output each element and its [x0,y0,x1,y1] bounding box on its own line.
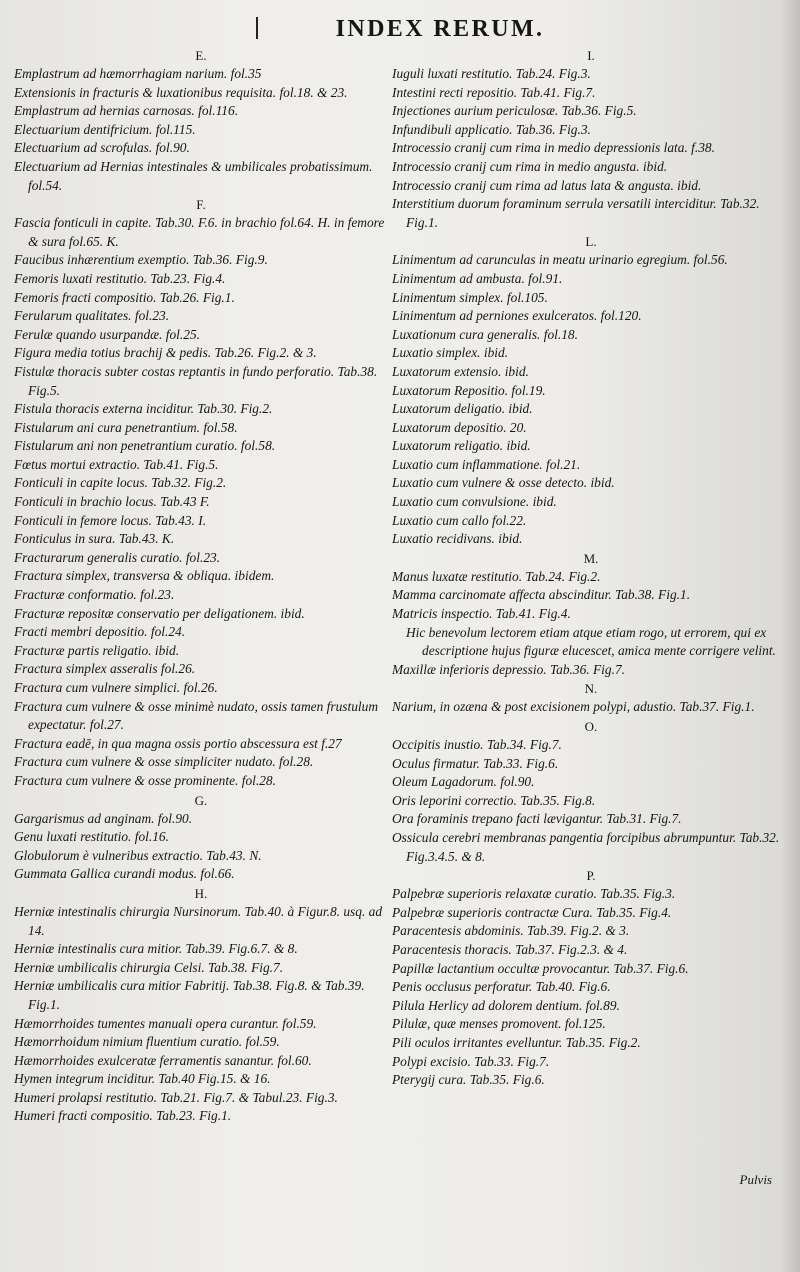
index-entry: Manus luxatæ restitutio. Tab.24. Fig.2. [392,568,601,584]
index-entry: Fœtus mortui extractio. Tab.41. Fig.5. [14,456,219,472]
index-entry: Polypi excisio. Tab.33. Fig.7. [392,1053,550,1069]
index-entry: Fonticuli in femore locus. Tab.43. I. [14,512,207,528]
index-entry: Herniæ umbilicalis chirurgia Celsi. Tab.38. Fig.7. [14,959,284,975]
index-entry: Matricis inspectio. Tab.41. Fig.4. [392,606,571,622]
index-entry: Pterygij cura. Tab.35. Fig.6. [392,1072,545,1088]
catchword: Pulvis [739,1172,772,1187]
right-index-column [392,46,790,1090]
index-entry: Herniæ umbilicalis cura mitior Fabritij. Tab.38. Fig.8. & Tab.39. Fig.1. [14,978,365,1012]
index-entry: Herniæ intestinalis cura mitior. Tab.39. Fig.6.7. & 8. [14,941,298,957]
index-entry: Faucibus inhærentium exemptio. Tab.36. Fig.9. [14,252,268,268]
index-entry: Electuarium ad scrofulas. fol.90. [14,140,190,156]
index-entry: Fractura cum vulnere & osse prominente. fol.28. [14,772,276,788]
index-entry: Fascia fonticuli in capite. Tab.30. F.6. in brachio fol.64. H. in femore & sura fol.65. K. [14,215,385,249]
index-entry: Luxatio cum inflammatione. fol.21. [392,456,581,472]
index-entry: Gummata Gallica curandi modus. fol.66. [14,866,235,882]
index-entry: Hæmorrhoidum nimium fluentium curatio. fol.59. [14,1034,280,1050]
index-entry: Injectiones aurium periculosæ. Tab.36. Fig.5. [392,103,637,119]
index-entry: Intestini recti repositio. Tab.41. Fig.7. [392,84,596,100]
index-entry: Luxatorum deligatio. ibid. [392,401,533,417]
section-letter: M. [583,550,599,566]
index-entry: Luxatorum religatio. ibid. [392,438,531,454]
index-entry: Luxatio cum convulsione. ibid. [392,494,557,510]
index-entry: Femoris luxati restitutio. Tab.23. Fig.4. [14,270,226,286]
index-entry: Luxatorum depositio. 20. [392,419,527,435]
index-entry: Pili oculos irritantes evelluntur. Tab.35. Fig.2. [392,1034,641,1050]
index-entry: Fonticulus in sura. Tab.43. K. [14,531,175,547]
index-entry: Genu luxati restitutio. fol.16. [14,829,169,845]
index-entry: Linimentum ad carunculas in meatu urinario egregium. fol.56. [392,252,728,268]
index-entry: Paracentesis thoracis. Tab.37. Fig.2.3. & 4. [392,941,628,957]
index-entry: Introcessio cranij cum rima in medio angusta. ibid. [392,158,668,174]
index-entry: Interstitium duorum foraminum serrula versatili interciditur. Tab.32. Fig.1. [392,196,760,230]
page-header [0,16,800,46]
index-entry: Fistularum ani cura penetrantium. fol.58. [14,419,238,435]
index-entry: Humeri prolapsi restitutio. Tab.21. Fig.7. & Tabul.23. Fig.3. [14,1089,338,1105]
index-entry: Fracturæ repositæ conservatio per deligationem. ibid. [14,605,305,621]
section-letter: G. [194,792,208,808]
index-entry: Oris leporini correctio. Tab.35. Fig.8. [392,792,596,808]
index-entry: Fonticuli in brachio locus. Tab.43 F. [14,494,210,510]
index-entry: Oculus firmatur. Tab.33. Fig.6. [392,755,559,771]
index-entry: Fractura simplex, transversa & obliqua. ibidem. [14,568,275,584]
left-index-column [14,46,388,1126]
index-entry: Fracturarum generalis curatio. fol.23. [14,549,221,565]
index-entry: Oleum Lagadorum. fol.90. [392,774,535,790]
index-entry: Emplastrum ad hæmorrhagiam narium. fol.35 [14,66,262,81]
index-entry: Figura media totius brachij & pedis. Tab.26. Fig.2. & 3. [14,345,317,361]
index-entry: Fracturæ conformatio. fol.23. [14,587,175,603]
section-letter: H. [194,885,208,901]
index-entry: Luxationum cura generalis. fol.18. [392,326,578,342]
index-entry: Iuguli luxati restitutio. Tab.24. Fig.3. [392,66,591,81]
index-entry: Introcessio cranij cum rima ad latus lata & angusta. ibid. [392,177,702,193]
index-entry: Femoris fracti compositio. Tab.26. Fig.1. [14,289,235,305]
section-letter: O. [584,719,598,734]
index-entry: Paracentesis abdominis. Tab.39. Fig.2. & 3. [392,923,630,939]
section-letter: N. [584,681,598,697]
index-entry: Occipitis inustio. Tab.34. Fig.7. [392,737,562,752]
index-entry: Palpebræ superioris contractæ Cura. Tab.35. Fig.4. [392,904,672,920]
index-entry: Luxatorum extensio. ibid. [392,363,529,379]
index-entry: Palpebræ superioris relaxatæ curatio. Tab.35. Fig.3. [392,886,676,902]
index-entry: Fistulæ thoracis subter costas reptantis in fundo perforatio. Tab.38. Fig.5. [14,363,378,398]
index-entry: Maxillæ inferioris depressio. Tab.36. Fig.7. [392,661,625,677]
index-entry: Infundibuli applicatio. Tab.36. Fig.3. [392,121,591,137]
page-title: INDEX RERUM. [335,16,545,42]
section-letter: F. [196,197,206,213]
index-entry: Fractura simplex asseralis fol.26. [14,661,196,677]
index-entry: Fractura cum vulnere & osse minimè nudato, ossis tamen frustulum expectatur. fol.27. [14,698,378,733]
header-rule [256,17,258,39]
index-entry: Ferulæ quando usurpandæ. fol.25. [14,326,200,342]
section-letter: L. [585,234,597,250]
index-entry: Luxatio cum vulnere & osse detecto. ibid. [392,475,615,491]
index-entry: Extensionis in fracturis & luxationibus requisita. fol.18. & 23. [14,84,348,100]
index-entry: Hæmorrhoides tumentes manuali opera curantur. fol.59. [14,1015,317,1031]
index-entry: Fracti membri depositio. fol.24. [14,624,186,640]
index-entry: Ora foraminis trepano facti lævigantur. Tab.31. Fig.7. [392,811,682,827]
index-entry: Humeri fracti compositio. Tab.23. Fig.1. [14,1108,232,1124]
index-entry: Hymen integrum inciditur. Tab.40 Fig.15. & 16. [14,1071,271,1087]
index-entry: Electuarium ad Hernias intestinales & umbilicales probatissimum. fol.54. [14,158,373,193]
index-entry: Luxatorum Repositio. fol.19. [392,382,546,398]
index-entry: Linimentum ad ambusta. fol.91. [392,270,563,286]
index-entry: Fractura eadē, in qua magna ossis portio abscessura est f.27 [14,735,342,751]
section-letter: P. [586,868,596,884]
index-entry: Globulorum è vulneribus extractio. Tab.43. N. [14,847,262,863]
index-entry: Fractura cum vulnere & osse simpliciter nudato. fol.28. [14,754,314,770]
index-entry: Luxatio simplex. ibid. [392,345,509,361]
index-entry: Herniæ intestinalis chirurgia Nursinorum. Tab.40. à Figur.8. usq. ad 14. [14,903,383,938]
index-entry: Pilula Herlicy ad dolorem dentium. fol.89. [392,997,620,1013]
index-entry: Fracturæ partis religatio. ibid. [14,642,180,658]
section-letter: I. [587,48,595,63]
index-entry: Ferularum qualitates. fol.23. [14,308,170,324]
index-entry: Fistula thoracis externa inciditur. Tab.30. Fig.2. [14,401,273,417]
index-entry: Narium, in ozæna & post excisionem polypi, adustio. Tab.37. Fig.1. [392,699,755,715]
index-entry: Fistularum ani non penetrantium curatio. fol.58. [14,438,276,454]
index-entry: Penis occlusus perforatur. Tab.40. Fig.6. [392,979,611,995]
index-entry: Luxatio recidivans. ibid. [392,531,523,547]
index-note: Hic benevolum lectorem etiam atque etiam rogo, ut errorem, qui ex descriptione hujus figuræ elucescet, amica mente corrigere velint. [406,624,776,659]
index-entry: Gargarismus ad anginam. fol.90. [14,810,193,826]
index-entry: Ossicula cerebri membranas pangentia forcipibus abrumpuntur. Tab.32. Fig.3.4.5. & 8. [392,829,780,864]
section-letter: E. [195,48,207,63]
index-entry: Linimentum ad perniones exulceratos. fol.120. [392,308,642,324]
index-entry: Hæmorrhoides exulceratæ ferramentis sanantur. fol.60. [14,1052,312,1068]
index-entry: Pilulæ, quæ menses promovent. fol.125. [392,1016,606,1032]
page-edge-shadow [782,0,800,1272]
index-entry: Emplastrum ad hernias carnosas. fol.116. [14,103,239,119]
index-entry: Electuarium dentifricium. fol.115. [14,121,196,137]
index-entry: Fonticuli in capite locus. Tab.32. Fig.2. [14,475,227,491]
index-entry: Papillæ lactantium occultæ provocantur. Tab.37. Fig.6. [392,960,689,976]
index-entry: Luxatio cum callo fol.22. [392,512,527,528]
index-entry: Mamma carcinomate affecta abscinditur. Tab.38. Fig.1. [392,587,691,603]
index-entry: Introcessio cranij cum rima in medio depressionis lata. f.38. [392,140,715,156]
index-entry: Linimentum simplex. fol.105. [392,289,548,305]
index-entry: Fractura cum vulnere simplici. fol.26. [14,680,218,695]
